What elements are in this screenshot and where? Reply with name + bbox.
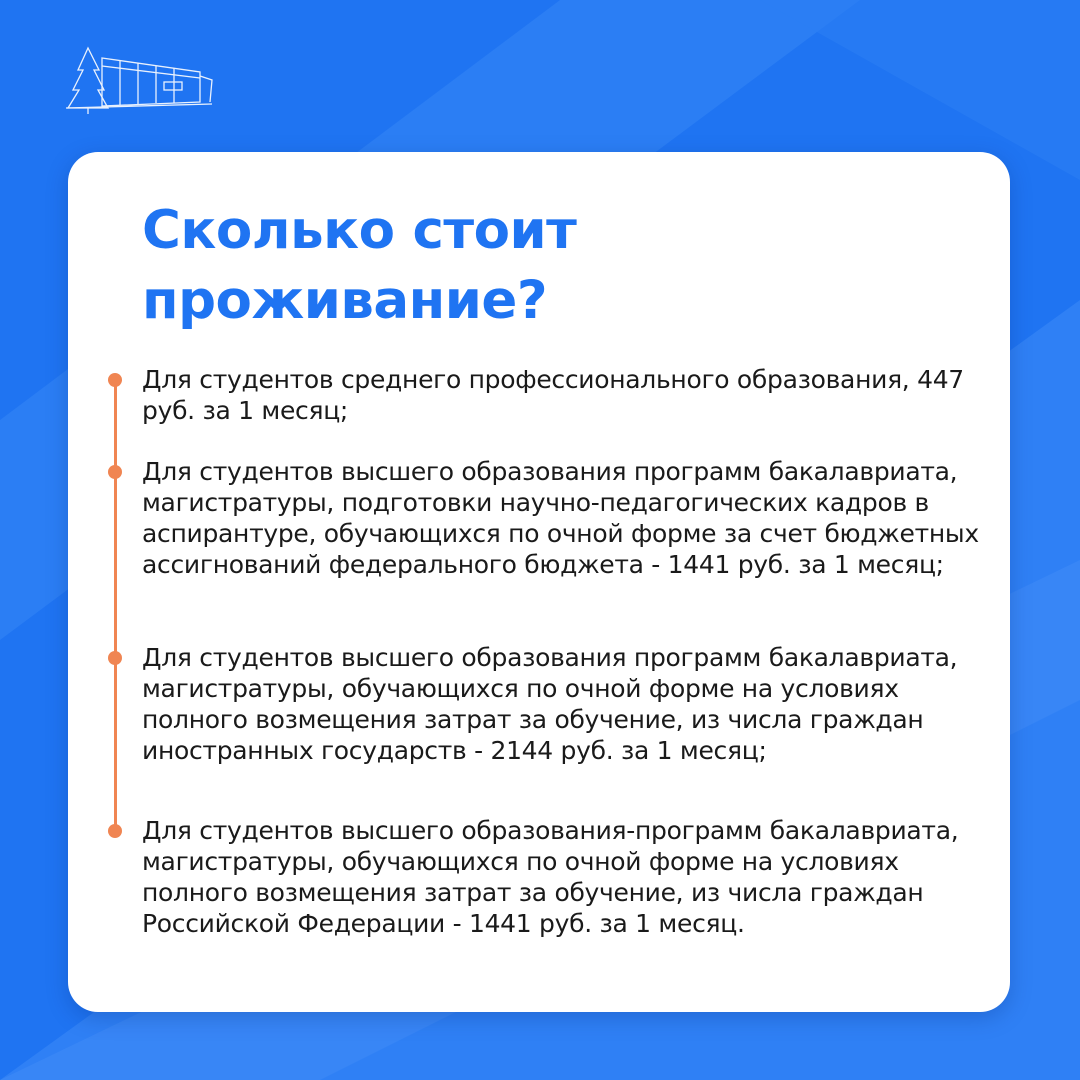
list-item-text: Для студентов высшего образования-программ бакалавриата, магистратуры, обучающихся по очной форме на условиях полного возмещения затрат за обучение, из числа граждан Российской Федерации - 1441 руб. за 1 месяц. [142,816,959,938]
list-item-text: Для студентов высшего образования программ бакалавриата, магистратуры, обучающихся по очной форме на условиях полного возмещения затрат за обучение, из числа граждан иностранных государств - 2144 руб. за 1 месяц; [142,643,958,765]
bullet-dot [108,465,122,479]
list-item-text: Для студентов высшего образования программ бакалавриата, магистратуры, подготовки научно-педагогических кадров в аспирантуре, обучающихся по очной форме за счет бюджетных ассигнований федерального бюджета - 1441 руб. за 1 месяц; [142,457,979,579]
list-item [142,456,992,580]
bullet-dot [108,824,122,838]
content-card [68,152,1010,1012]
list-item [142,642,992,766]
page-title: Сколько стоит проживание? [142,200,577,331]
university-building-logo [60,36,220,116]
bullet-dot [108,373,122,387]
list-item-text: Для студентов среднего профессионального образования, 447 руб. за 1 месяц; [142,365,964,425]
list-item [142,815,992,939]
timeline-line [114,382,117,832]
list-item [142,364,992,426]
bullet-dot [108,651,122,665]
